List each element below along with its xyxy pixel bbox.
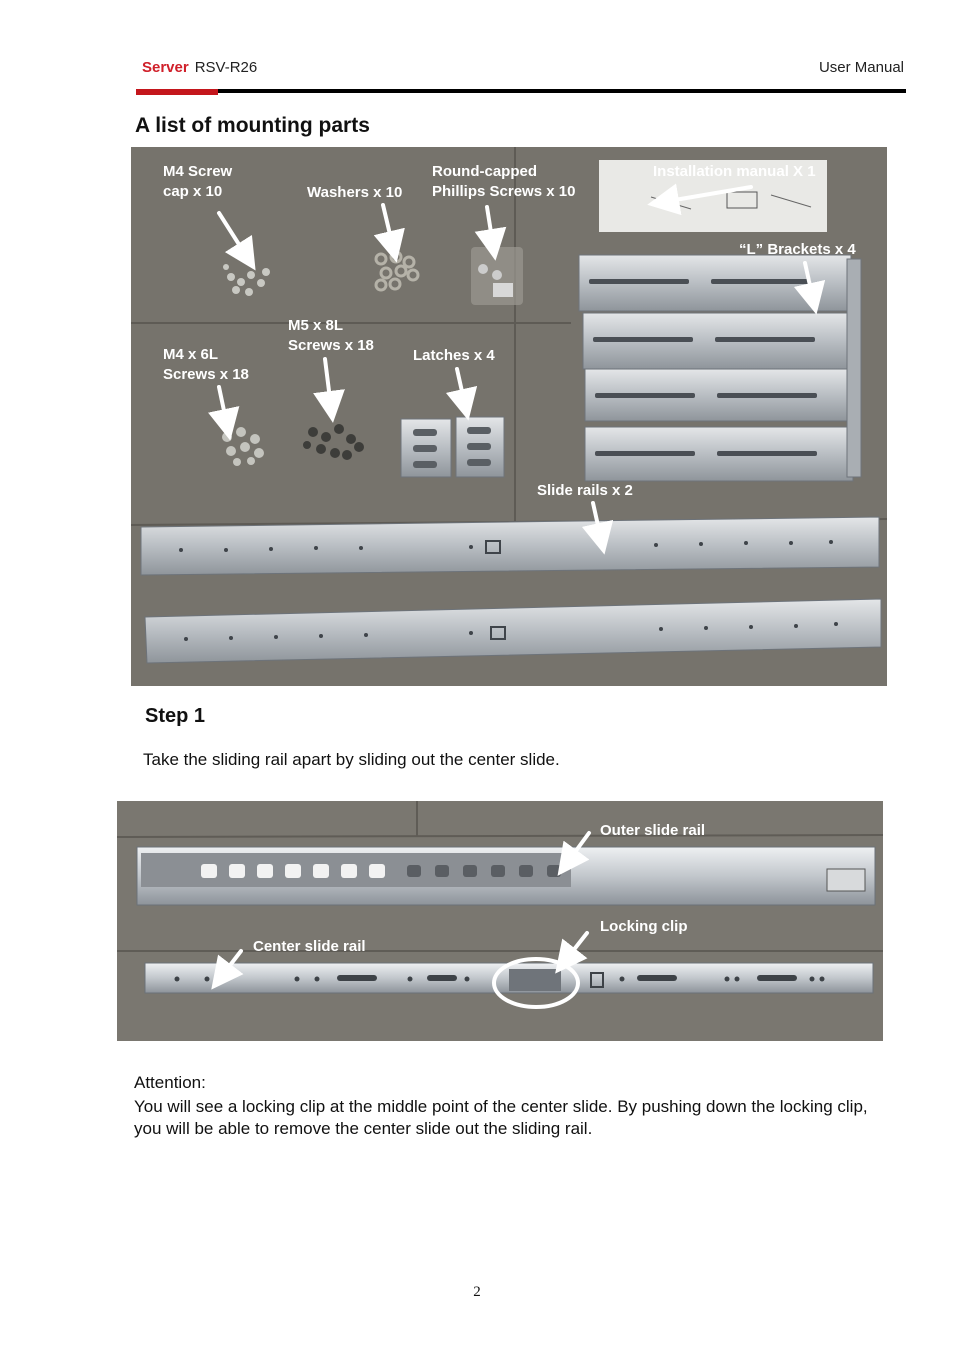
label-m4-6l-line1: M4 x 6L xyxy=(163,346,219,363)
section-title: A list of mounting parts xyxy=(135,114,370,137)
label-m4-screw-cap-line2: cap x 10 xyxy=(163,183,223,200)
outer-slide-rail xyxy=(137,847,875,905)
model-name: RSV-R26 xyxy=(194,59,258,76)
label-installation-manual: Installation manual X 1 xyxy=(653,163,816,180)
header-rule-accent xyxy=(136,89,218,95)
page-number: 2 xyxy=(473,1284,481,1300)
phillips-screws-bag xyxy=(471,247,523,305)
brand-name: Server xyxy=(142,59,189,76)
step-title: Step 1 xyxy=(145,705,206,727)
header-rule xyxy=(136,89,906,93)
label-washers: Washers x 10 xyxy=(307,184,403,201)
label-round-capped-line1: Round-capped xyxy=(432,163,537,180)
label-locking-clip: Locking clip xyxy=(600,918,688,935)
header-brand xyxy=(142,59,257,76)
label-round-capped-line2: Phillips Screws x 10 xyxy=(432,183,576,200)
attention-text: You will see a locking clip at the middle point of the center slide. By pushing down the locking clip, you will be able to remove the center slide out the sliding rail. xyxy=(134,1097,868,1138)
label-slide-rails: Slide rails x 2 xyxy=(537,482,633,499)
mounting-parts-photo xyxy=(131,147,887,686)
attention-label: Attention: xyxy=(134,1073,206,1092)
locking-clip xyxy=(509,969,561,991)
center-slide-rail xyxy=(145,963,873,993)
l-brackets xyxy=(579,255,861,481)
label-l-brackets: “L” Brackets x 4 xyxy=(739,241,856,258)
slide-rail-photo xyxy=(117,801,883,1041)
label-m5-line2: Screws x 18 xyxy=(288,337,374,354)
label-m5-line1: M5 x 8L xyxy=(288,317,344,334)
step-text: Take the sliding rail apart by sliding out the center slide. xyxy=(143,750,560,769)
label-outer-slide-rail: Outer slide rail xyxy=(600,822,706,839)
label-center-slide-rail: Center slide rail xyxy=(253,938,366,955)
label-latches: Latches x 4 xyxy=(413,347,495,364)
label-m4-screw-cap-line1: M4 Screw xyxy=(163,163,233,180)
header-manual-label: User Manual xyxy=(818,59,904,76)
label-m4-6l-line2: Screws x 18 xyxy=(163,366,249,383)
